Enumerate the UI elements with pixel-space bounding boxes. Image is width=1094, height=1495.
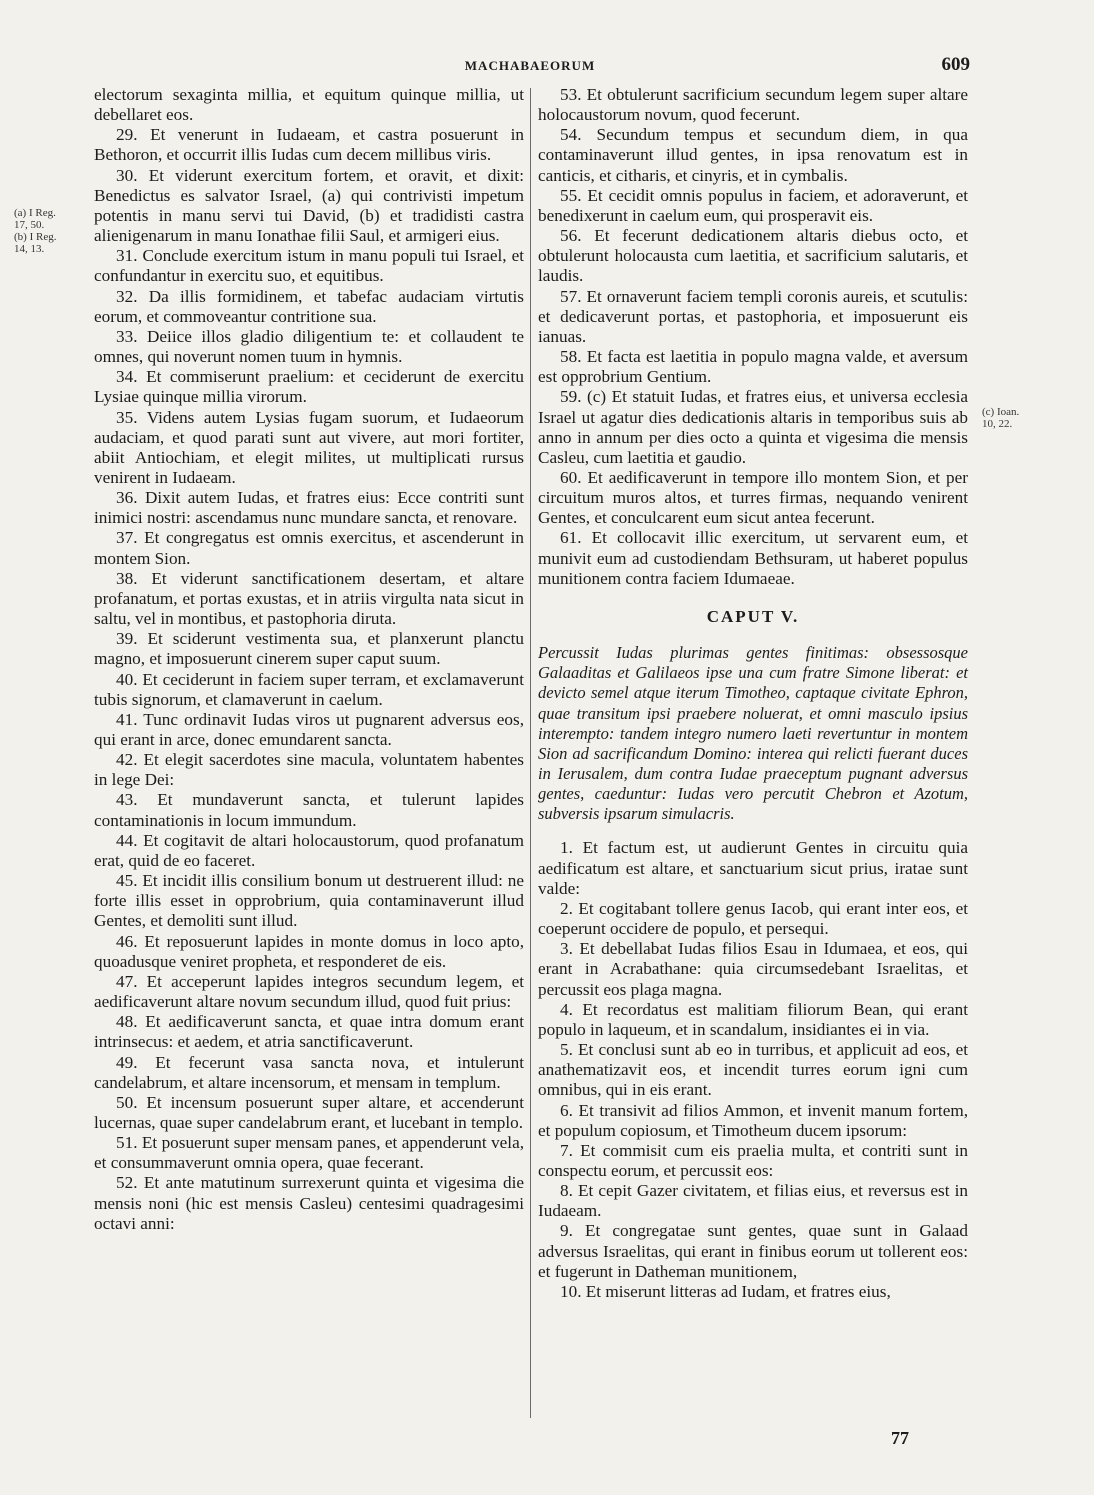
verse-paragraph: 51. Et posuerunt super mensam panes, et appenderunt vela, et consummaverunt omnia opera, quae fecerant. xyxy=(94,1133,524,1173)
verse-paragraph: 48. Et aedificaverunt sancta, et quae intra domum erant intrinsecus: et aedem, et atria sanctificaverunt. xyxy=(94,1012,524,1052)
verse-paragraph: 8. Et cepit Gazer civitatem, et filias eius, et reversus est in Iudaeam. xyxy=(538,1181,968,1221)
verse-paragraph: 57. Et ornaverunt faciem templi coronis aureis, et scutulis: et dedicaverunt portas, et pastophoria, et imposuerunt eis ianuas. xyxy=(538,286,968,346)
margin-ref: (c) Ioan. xyxy=(982,406,1020,418)
margin-ref: 10, 22. xyxy=(982,418,1013,430)
verse-paragraph: 47. Et acceperunt lapides integros secundum legem, et aedificaverunt altare novum secundum illud, quod fuit prius: xyxy=(94,971,524,1012)
verse-paragraph: 44. Et cogitavit de altari holocaustorum, quod profanatum erat, quid de eo faceret. xyxy=(94,830,524,870)
verse-paragraph: 5. Et conclusi sunt ab eo in turribus, et applicuit ad eos, et anathematizavit eos, et incendit turres eorum igni cum omnibus, qui in eis erant. xyxy=(538,1040,968,1100)
verse-paragraph: 9. Et congregatae sunt gentes, quae sunt in Galaad adversus Israelitas, qui erant in finibus eorum ut tollerent eos: et fugerunt in Datheman munitionem, xyxy=(538,1221,968,1281)
verse-paragraph: 33. Deiice illos gladio diligentium te: et collaudent te omnes, qui noverunt nomen tuum in hymnis. xyxy=(94,326,524,367)
verse-paragraph: 3. Et debellabat Iudas filios Esau in Idumaea, et eos, qui erant in Acrabathane: quia circumsedebant Israelitas, et percussit eos plaga magna. xyxy=(538,939,968,999)
signature-number: 77 xyxy=(891,1428,909,1448)
verse-paragraph: 1. Et factum est, ut audierunt Gentes in circuitu quia aedificatum est altare, et sanctuarium sicut prius, iratae sunt valde: xyxy=(538,838,968,898)
verse-paragraph: 29. Et venerunt in Iudaeam, et castra posuerunt in Bethoron, et occurrit illis Iudas cum decem millibus viris. xyxy=(94,125,524,165)
running-title: MACHABAEORUM xyxy=(464,58,596,73)
verse-paragraph: 54. Secundum tempus et secundum diem, in qua contaminaverunt illud gentes, in ipsa renovatum est in canticis, et citharis, et cinyris, et in cymbalis. xyxy=(538,125,968,185)
verse-paragraph: 36. Dixit autem Iudas, et fratres eius: Ecce contriti sunt inimici nostri: ascendamus nunc mundare sancta, et renovare. xyxy=(94,488,524,528)
verse-paragraph: 38. Et viderunt sanctificationem desertam, et altare profanatum, et portas exustas, et in atriis virgulta nata sicut in saltu, vel in montibus, et pastophoria diruta. xyxy=(94,568,524,629)
verse-paragraph: 45. Et incidit illis consilium bonum ut destruerent illud: ne forte illis esset in opprobrium, quia contaminaverunt illud Gentes, et demoliti sunt illud. xyxy=(94,871,524,931)
margin-note-right xyxy=(982,406,1062,430)
chapter-summary: Percussit Iudas plurimas gentes finitimas: obsessosque Galaaditas et Galilaeos ipse una cum fratre Simone liberat: et devicto semel atque iterum Timotheo, captaque civitate Ephron, quae transitum ipsi praebere noluerat, et omni masculo ipsius interempto: tandem integro numero laeti revertuntur in montem Sion ad sacrificandum Domino: interea qui relicti fuerant duces in Ierusalem, dum contra Iudae praeceptum pugnant adversus gentes, caeduntur: Iudas vero percutit Chebron et Azotum, subversis ipsarum simulacris. xyxy=(538,643,968,824)
verse-paragraph: 39. Et sciderunt vestimenta sua, et planxerunt planctu magno, et imposuerunt cinerem super caput suum. xyxy=(94,629,524,669)
verse-paragraph: 4. Et recordatus est malitiam filiorum Bean, qui erant populo in laqueum, et in scandalum, insidiantes ei in via. xyxy=(538,999,968,1039)
verse-paragraph: 35. Videns autem Lysias fugam suorum, et Iudaeorum audaciam, et quod parati sunt aut vivere, aut mori fortiter, abiit Antiochiam, et elegit milites, ut multiplicati rursus venirent in Iudaeam. xyxy=(94,407,524,487)
right-column-verses-after xyxy=(538,838,968,1302)
margin-ref: 17, 50. xyxy=(14,219,45,231)
verse-paragraph: electorum sexaginta millia, et equitum quinque millia, ut debellaret eos. xyxy=(94,85,524,125)
margin-ref: (a) I Reg. xyxy=(14,207,56,219)
verse-paragraph: 2. Et cogitabant tollere genus Iacob, qui erant inter eos, et coeperunt occidere de populo, et persequi. xyxy=(538,898,968,939)
verse-paragraph: 10. Et miserunt litteras ad Iudam, et fratres eius, xyxy=(560,1281,891,1301)
verse-paragraph: 52. Et ante matutinum surrexerunt quinta et vigesima die mensis noni (hic est mensis Casleu) centesimi quadragesimi octavi anni: xyxy=(94,1173,524,1233)
verse-paragraph: 60. Et aedificaverunt in tempore illo montem Sion, et per circuitum muros altos, et turres firmas, nequando venirent Gentes, et conculcarent eum sicut antea fecerunt. xyxy=(538,467,968,528)
verse-paragraph: 49. Et fecerunt vasa sancta nova, et intulerunt candelabrum, et altare incensorum, et mensam in templum. xyxy=(94,1052,524,1092)
column-divider xyxy=(530,88,531,1418)
verse-paragraph: 46. Et reposuerunt lapides in monte domus in loco apto, quoadusque veniret propheta, et responderet de eis. xyxy=(94,931,524,971)
verse-paragraph: 58. Et facta est laetitia in populo magna valde, et aversum est opprobrium Gentium. xyxy=(538,347,968,387)
verse-paragraph: 61. Et collocavit illic exercitum, ut servarent eum, et munivit eum ad custodiendam Bethsuram, ut haberet populus munitionem contra faciem Idumaeae. xyxy=(538,528,968,588)
verse-paragraph: 41. Tunc ordinavit Iudas viros ut pugnarent adversus eos, qui erant in arce, donec emundarent sancta. xyxy=(94,709,524,749)
left-column xyxy=(94,85,524,1234)
verse-paragraph: 32. Da illis formidinem, et tabefac audaciam virtutis eorum, et commoveantur contritione sua. xyxy=(94,286,524,326)
verse-paragraph: 34. Et commiserunt praelium: et ceciderunt de exercitu Lysiae quinque millia virorum. xyxy=(94,367,524,407)
margin-ref: 14, 13. xyxy=(14,243,45,255)
margin-note-left xyxy=(14,207,90,255)
verse-paragraph: 7. Et commisit cum eis praelia multa, et contriti sunt in conspectu eorum, et percussit eos: xyxy=(538,1140,968,1180)
verse-paragraph: 50. Et incensum posuerunt super altare, et accenderunt lucernas, quae super candelabrum erant, et lucebant in templo. xyxy=(94,1092,524,1132)
verse-paragraph: 31. Conclude exercitum istum in manu populi tui Israel, et confundantur in exercitu suo, et equitibus. xyxy=(94,246,524,286)
page-number: 609 xyxy=(941,54,970,75)
verse-paragraph: 53. Et obtulerunt sacrificium secundum legem super altare holocaustorum novum, quod fecerunt. xyxy=(538,85,968,125)
verse-paragraph: 37. Et congregatus est omnis exercitus, et ascenderunt in montem Sion. xyxy=(94,528,524,568)
right-column xyxy=(538,85,968,1302)
verse-paragraph: 59. (c) Et statuit Iudas, et fratres eius, et universa ecclesia Israel ut agatur dies dedicationis altaris in temporibus suis ab anno in annum per dies octo a quinta et vigesima die mensis Casleu, cum laetitia et gaudio. xyxy=(538,387,968,467)
chapter-heading: CAPUT V. xyxy=(706,606,800,626)
verse-paragraph: 43. Et mundaverunt sancta, et tulerunt lapides contaminationis in locum immundum. xyxy=(94,790,524,830)
right-column-verses-before xyxy=(538,85,968,589)
verse-paragraph: 55. Et cecidit omnis populus in faciem, et adoraverunt, et benedixerunt in caelum eum, qui prosperavit eis. xyxy=(538,185,968,225)
verse-paragraph: 30. Et viderunt exercitum fortem, et oravit, et dixit: Benedictus es salvator Israel, (a) qui contrivisti impetum potentis in manu servi tui David, (b) et tradidisti castra alienigenarum in manu Ionathae filii Saul, et armigeri eius. xyxy=(94,165,524,246)
verse-paragraph: 40. Et ceciderunt in faciem super terram, et exclamaverunt tubis signorum, et clamaverunt in caelum. xyxy=(94,669,524,709)
verse-paragraph: 56. Et fecerunt dedicationem altaris diebus octo, et obtulerunt holocausta cum laetitia, et sacrificium salutaris, et laudis. xyxy=(538,226,968,286)
margin-ref: (b) I Reg. xyxy=(14,231,57,243)
verse-paragraph: 42. Et elegit sacerdotes sine macula, voluntatem habentes in lege Dei: xyxy=(94,750,524,790)
verse-paragraph: 6. Et transivit ad filios Ammon, et invenit manum fortem, et populum copiosum, et Timotheum ducem ipsorum: xyxy=(538,1100,968,1140)
